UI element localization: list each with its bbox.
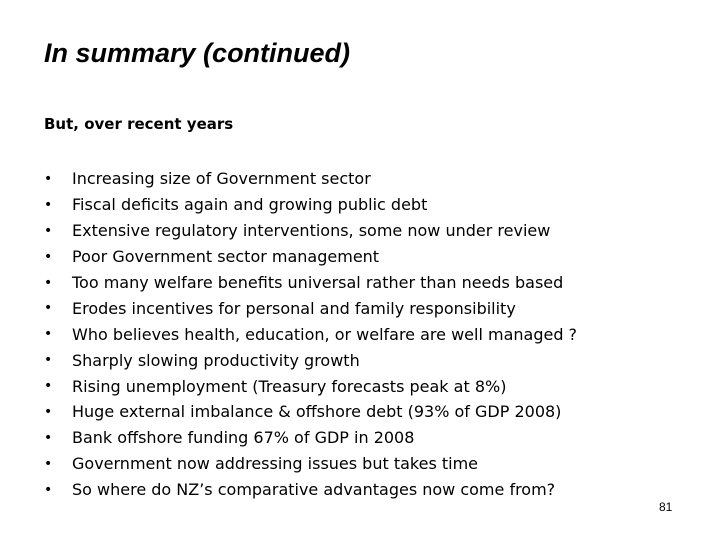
list-item — [44, 270, 577, 296]
bullet-icon: • — [44, 196, 53, 213]
bullet-text: Fiscal deficits again and growing public debt — [72, 195, 428, 215]
bullet-text: Erodes incentives for personal and family responsibility — [72, 298, 516, 318]
bullet-icon: • — [44, 222, 53, 239]
bullet-text: Who believes health, education, or welfare are well managed ? — [72, 324, 578, 344]
bullet-icon: • — [44, 378, 53, 395]
bullet-icon: • — [44, 170, 53, 187]
list-item — [44, 192, 577, 218]
bullet-text: Poor Government sector management — [72, 247, 380, 267]
bullet-text: Increasing size of Government sector — [72, 169, 371, 189]
list-item — [44, 451, 577, 477]
list-item — [44, 218, 577, 244]
bullet-text: So where do NZ’s comparative advantages now come from? — [72, 480, 556, 500]
bullet-text: Too many welfare benefits universal rather than needs based — [72, 273, 564, 292]
list-item — [44, 244, 577, 270]
slide-title: In summary (continued) — [44, 38, 351, 68]
bullet-icon: • — [44, 274, 53, 291]
list-item — [44, 295, 577, 321]
bullet-text: Huge external imbalance & offshore debt (93% of GDP 2008) — [72, 402, 562, 422]
bullet-icon: • — [44, 248, 53, 265]
list-item — [44, 399, 577, 425]
list-item — [44, 347, 577, 373]
bullet-icon: • — [44, 300, 53, 317]
bullet-text: Bank offshore funding 67% of GDP in 2008 — [72, 428, 415, 448]
page-number: 81 — [659, 500, 673, 514]
bullet-icon: • — [44, 326, 53, 343]
bullet-text: Government now addressing issues but takes time — [72, 454, 479, 474]
bullet-icon: • — [44, 481, 53, 498]
list-item — [44, 425, 577, 451]
list-item — [44, 477, 577, 503]
list-item — [44, 321, 577, 347]
bullet-icon: • — [44, 429, 53, 446]
list-item — [44, 166, 577, 192]
bullet-text: Extensive regulatory interventions, some now under review — [72, 221, 551, 241]
bullet-icon: • — [44, 455, 53, 472]
subheading: But, over recent years — [44, 115, 234, 133]
list-item — [44, 373, 577, 399]
bullet-text: Rising unemployment (Treasury forecasts peak at 8%) — [72, 376, 507, 396]
bullet-icon: • — [44, 403, 53, 420]
bullet-text: Sharply slowing productivity growth — [72, 350, 360, 370]
bullet-icon: • — [44, 352, 53, 369]
bullet-list — [44, 166, 577, 503]
